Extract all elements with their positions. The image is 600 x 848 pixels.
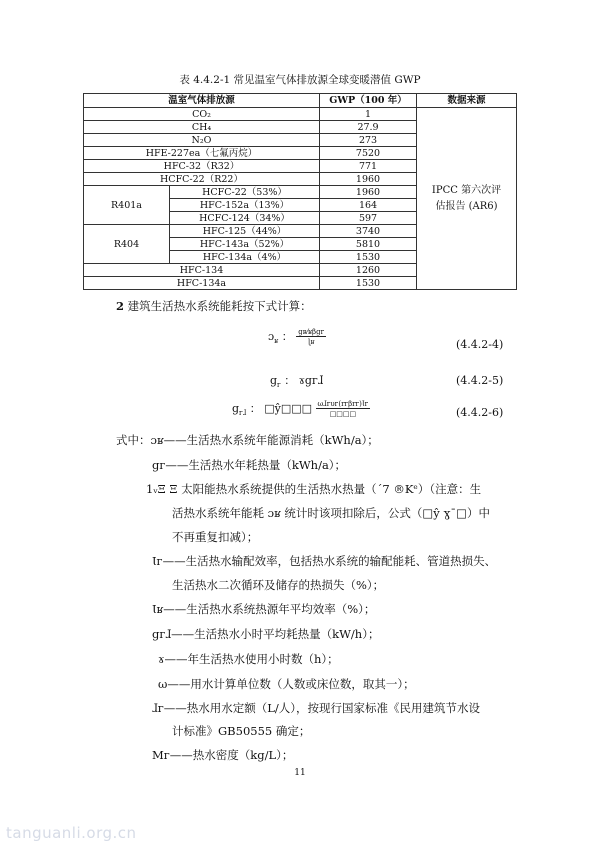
gwp-value: 3740 bbox=[320, 225, 417, 238]
gas-name: CH₄ bbox=[84, 121, 320, 134]
eq3-sep: ： bbox=[249, 402, 261, 415]
def-solar-heat-3: 不再重复扣减）； bbox=[172, 530, 259, 544]
eq2-rhs: ɤgᴦɺ bbox=[298, 374, 324, 387]
gwp-value: 1260 bbox=[320, 264, 417, 277]
section-number: 2 bbox=[116, 299, 125, 313]
gwp-value: 1530 bbox=[320, 277, 417, 290]
eq3-rhs-pre: □ŷ□□□ bbox=[264, 402, 313, 415]
def-distribution-efficiency-2: 生活热水二次循环及储存的热损失（%）； bbox=[172, 578, 385, 592]
gwp-value: 1530 bbox=[320, 251, 417, 264]
gas-name: HFE-227ea（七氟丙烷） bbox=[84, 147, 320, 160]
eq1-denominator: ɭʁ bbox=[307, 338, 315, 346]
def-water-quota-2: 计标准》GB50555 确定； bbox=[172, 724, 311, 738]
gwp-value: 597 bbox=[320, 212, 417, 225]
def-heat-consumption: gᴦ——生活热水年耗热量（kWh/a）； bbox=[152, 458, 347, 472]
component-name: HFC-152a（13%） bbox=[170, 199, 320, 212]
def-heat-source-efficiency: Ɩʁ——生活热水系统热源年平均效率（%）； bbox=[152, 602, 376, 616]
page-number: 11 bbox=[294, 768, 306, 778]
mixture-label-r404: R404 bbox=[84, 225, 170, 264]
eq3-lhs: g bbox=[232, 402, 240, 415]
def-unit-count: ω——用水计算单位数（人数或床位数，取其一）； bbox=[158, 677, 415, 691]
component-name: HCFC-124（34%） bbox=[170, 212, 320, 225]
equation-4-4-2-5 bbox=[270, 372, 323, 389]
defs-intro: 式中： bbox=[116, 433, 151, 447]
component-name: HFC-143a（52%） bbox=[170, 238, 320, 251]
def-energy-consumption: ɔʁ——生活热水系统年能源消耗（kWh/a）； bbox=[150, 433, 379, 447]
gwp-value: 1 bbox=[320, 108, 417, 121]
gwp-value: 7520 bbox=[320, 147, 417, 160]
def-water-quota-1: ɺᴦ——热水用水定额（L/人），按现行国家标准《民用建筑节水设 bbox=[152, 701, 481, 715]
gwp-value: 771 bbox=[320, 160, 417, 173]
source-line-1: IPCC 第六次评 bbox=[431, 184, 502, 196]
def-intro-line bbox=[116, 432, 379, 448]
eq2-lhs: g bbox=[270, 374, 278, 387]
eq3-denominator: □□□□ bbox=[329, 410, 357, 418]
table-caption: 表 4.4.2-1 常见温室气体排放源全球变暖潜值 GWP bbox=[179, 74, 421, 86]
gwp-value: 1960 bbox=[320, 186, 417, 199]
gas-name: CO₂ bbox=[84, 108, 320, 121]
component-name: HFC-134a（4%） bbox=[170, 251, 320, 264]
def-distribution-efficiency-1: Ɩᴦ——生活热水输配效率，包括热水系统的输配能耗、管道热损失、 bbox=[152, 554, 497, 568]
header-gwp: GWP（100 年） bbox=[320, 94, 417, 108]
eq1-fraction bbox=[296, 328, 326, 346]
gas-name: N₂O bbox=[84, 134, 320, 147]
gas-name: HFC-134a bbox=[84, 277, 320, 290]
eq1-lhs-sub: ʁ bbox=[274, 337, 279, 346]
header-source: 温室气体排放源 bbox=[84, 94, 320, 108]
table-header-row bbox=[84, 94, 517, 108]
def-solar-heat-1: 1ᵥΞ Ξ 太阳能热水系统提供的生活热水热量（ˊ7 ®Kᵉ）（注意：生 bbox=[146, 482, 482, 496]
equation-number: (4.4.2-4) bbox=[456, 338, 504, 351]
eq1-sep: ： bbox=[281, 330, 293, 343]
eq2-sep: ： bbox=[284, 374, 296, 387]
def-hourly-heat: gᴦɺ——生活热水小时平均耗热量（kW/h）； bbox=[152, 627, 380, 641]
def-water-density: Mᴦ——热水密度（kg/L）； bbox=[152, 748, 294, 762]
gwp-value: 164 bbox=[320, 199, 417, 212]
eq1-numerator: gʀ⁄ʁβgᴦ bbox=[298, 328, 325, 336]
eq2-lhs-sub: ᴦ bbox=[277, 381, 281, 390]
equation-4-4-2-6 bbox=[232, 400, 370, 418]
section-heading bbox=[116, 298, 312, 314]
watermark: tanguanli.org.cn bbox=[6, 824, 137, 842]
eq1-lhs: ɔ bbox=[268, 330, 275, 343]
gwp-table bbox=[83, 93, 517, 290]
component-name: HCFC-22（53%） bbox=[170, 186, 320, 199]
eq3-fraction bbox=[316, 400, 371, 418]
component-name: HFC-125（44%） bbox=[170, 225, 320, 238]
gwp-value: 273 bbox=[320, 134, 417, 147]
data-source-cell bbox=[417, 108, 517, 290]
source-line-2: 估报告 (AR6) bbox=[435, 200, 498, 212]
eq3-numerator: ωɺᴦυᴦ(rᴦβrᴦ)Ɩᴦ bbox=[317, 400, 369, 408]
section-text: 建筑生活热水系统能耗按下式计算： bbox=[127, 299, 312, 313]
gas-name: HFC-134 bbox=[84, 264, 320, 277]
gas-name: HCFC-22（R22） bbox=[84, 173, 320, 186]
table-row bbox=[84, 108, 517, 121]
mixture-label-r401a: R401a bbox=[84, 186, 170, 225]
gas-name: HFC-32（R32） bbox=[84, 160, 320, 173]
gwp-value: 5810 bbox=[320, 238, 417, 251]
equation-number: (4.4.2-6) bbox=[456, 406, 504, 419]
gwp-value: 27.9 bbox=[320, 121, 417, 134]
equation-4-4-2-4 bbox=[268, 328, 326, 346]
gwp-value: 1960 bbox=[320, 173, 417, 186]
header-data-source: 数据来源 bbox=[417, 94, 517, 108]
equation-number: (4.4.2-5) bbox=[456, 374, 504, 387]
def-annual-hours: ɤ——年生活热水使用小时数（h）； bbox=[158, 652, 339, 666]
def-solar-heat-2: 活热水系统年能耗 ɔʁ 统计时该项扣除后，公式（□ŷ ɣˉ□）中 bbox=[172, 506, 490, 520]
eq3-lhs-sub: ᴦɺ bbox=[239, 409, 247, 418]
